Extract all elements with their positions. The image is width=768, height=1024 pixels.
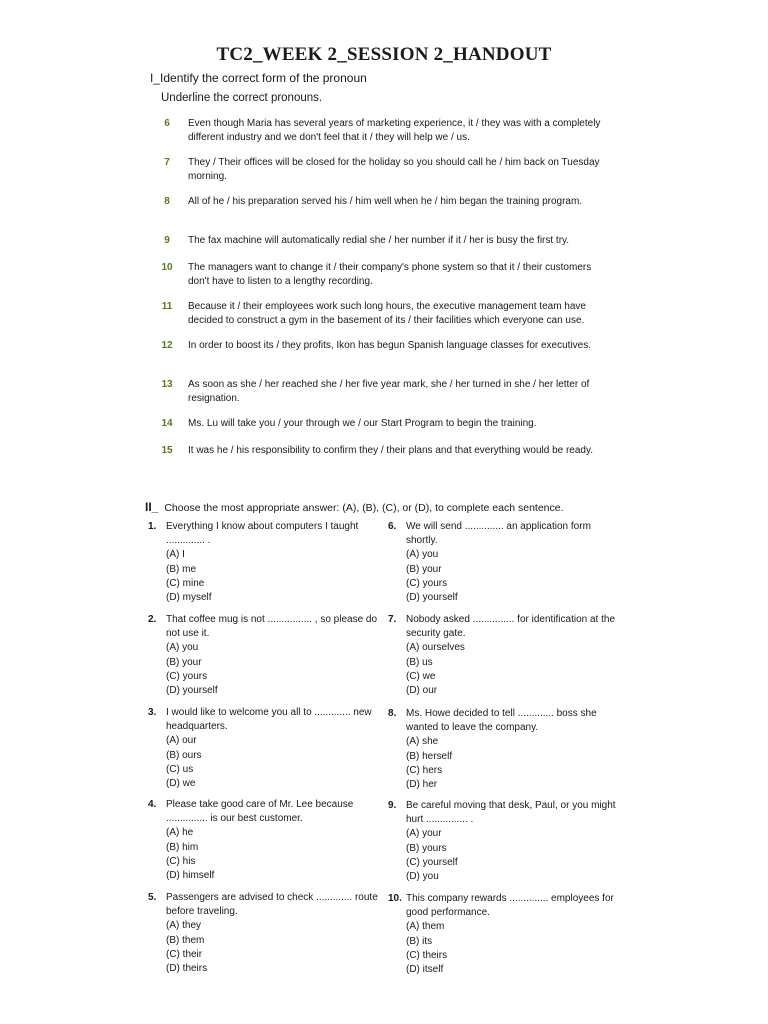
option: (B) herself <box>406 750 453 762</box>
question-number: 3. <box>148 707 157 718</box>
item-text: It was he / his responsibility to confirm they / their plans and that everything would be ready. <box>188 445 594 456</box>
question-number: 4. <box>148 799 157 810</box>
item-number: 10 <box>161 262 173 273</box>
item-text: Because it / their employees work such long hours, the executive management team have decided to construct a gym in the basement of its / their facilities which everyone can use. <box>188 301 586 326</box>
option: (A) you <box>166 642 199 654</box>
question <box>388 892 620 977</box>
question-text: Be careful moving that desk, Paul, or you might hurt ............... . <box>406 800 616 826</box>
option: (D) her <box>406 779 438 791</box>
option: (A) you <box>406 549 439 561</box>
question-number: 8. <box>388 708 397 719</box>
question-text: Please take good care of Mr. Lee because ............... is our best customer. <box>166 799 354 825</box>
option: (B) its <box>406 935 433 947</box>
section1-heading: I_Identify the correct form of the pronoun <box>150 71 367 85</box>
question-number: 7. <box>388 614 397 625</box>
question <box>388 799 620 884</box>
option: (D) myself <box>166 592 212 604</box>
page-title: TC2_WEEK 2_SESSION 2_HANDOUT <box>216 44 552 65</box>
item-number: 15 <box>161 445 173 456</box>
question <box>148 891 380 976</box>
question-number: 10. <box>388 893 402 904</box>
option: (B) yours <box>406 842 447 854</box>
question-number: 9. <box>388 800 397 811</box>
option: (D) yourself <box>406 592 458 604</box>
option: (B) your <box>166 656 202 668</box>
item-number: 14 <box>161 418 173 429</box>
option: (A) ourselves <box>406 642 465 654</box>
option: (D) itself <box>406 964 444 976</box>
option: (B) him <box>166 841 199 853</box>
question <box>148 520 380 605</box>
section2-roman: II_ <box>145 500 159 514</box>
option: (A) they <box>166 920 202 932</box>
option: (B) ours <box>166 749 202 761</box>
option: (C) yours <box>406 577 448 589</box>
item-number: 7 <box>164 157 170 168</box>
option: (D) you <box>406 871 439 883</box>
question-text: This company rewards .............. employees for good performance. <box>406 893 614 919</box>
item-number: 12 <box>161 340 173 351</box>
question-number: 1. <box>148 521 157 532</box>
question <box>148 613 380 698</box>
option: (A) she <box>406 736 439 748</box>
question-text: Everything I know about computers I taught .............. . <box>166 521 359 547</box>
question <box>388 613 620 698</box>
item-text: The fax machine will automatically redial she / her number if it / her is busy the first try. <box>188 235 570 246</box>
option: (A) he <box>166 827 194 839</box>
item-number: 11 <box>161 301 173 312</box>
section2-heading <box>145 500 564 514</box>
option: (B) us <box>406 656 433 668</box>
question-text: That coffee mug is not ................ , so please do not use it. <box>166 614 378 640</box>
question <box>148 706 380 791</box>
item-number: 6 <box>164 118 170 129</box>
item-text: The managers want to change it / their company's phone system so that it / their customers don't have to listen to a lengthy recording. <box>188 262 592 287</box>
item-text: Ms. Lu will take you / your through we / our Start Program to begin the training. <box>188 418 537 429</box>
option: (D) himself <box>166 870 215 882</box>
option: (C) us <box>166 763 194 775</box>
question <box>388 520 620 605</box>
item-text: All of he / his preparation served his / him well when he / him began the training program. <box>188 196 583 207</box>
question <box>148 798 380 883</box>
section2-instruction: Choose the most appropriate answer: (A), (B), (C), or (D), to complete each sentence. <box>164 502 564 514</box>
option: (A) them <box>406 921 445 933</box>
option: (D) theirs <box>166 963 208 975</box>
item-text: They / Their offices will be closed for the holiday so you should call he / him back on Tuesday morning. <box>188 157 600 182</box>
question <box>388 707 620 792</box>
section1-subheading: Underline the correct pronouns. <box>161 92 323 104</box>
option: (B) me <box>166 563 196 575</box>
item-number: 8 <box>164 196 170 207</box>
option: (A) our <box>166 735 197 747</box>
option: (C) their <box>166 948 203 960</box>
option: (C) his <box>166 855 196 867</box>
option: (A) I <box>166 549 185 561</box>
question-number: 2. <box>148 614 157 625</box>
option: (C) we <box>406 670 436 682</box>
option: (C) yours <box>166 670 208 682</box>
question-text: Ms. Howe decided to tell ............. boss she wanted to leave the company. <box>406 708 597 734</box>
item-number: 13 <box>161 379 173 390</box>
option: (D) our <box>406 685 438 697</box>
option: (D) yourself <box>166 685 218 697</box>
item-number: 9 <box>164 235 170 246</box>
option: (B) your <box>406 563 442 575</box>
question-text: Passengers are advised to check ............. route before traveling. <box>166 892 378 918</box>
question-text: We will send .............. an application form shortly. <box>406 521 591 547</box>
item-text: As soon as she / her reached she / her five year mark, she / her turned in she / her letter of resignation. <box>188 379 590 404</box>
question-number: 5. <box>148 892 157 903</box>
option: (C) mine <box>166 577 205 589</box>
item-text: In order to boost its / they profits, Ikon has begun Spanish language classes for executives. <box>188 340 592 351</box>
option: (A) your <box>406 828 442 840</box>
option: (B) them <box>166 934 205 946</box>
question-text: Nobody asked ............... for identification at the security gate. <box>406 614 615 640</box>
option: (C) hers <box>406 764 443 776</box>
option: (D) we <box>166 778 196 790</box>
item-text: Even though Maria has several years of marketing experience, it / they was with a completely different industry and we don't feel that it / they will help we / us. <box>188 118 601 143</box>
option: (C) yourself <box>406 856 458 868</box>
option: (C) theirs <box>406 949 448 961</box>
question-text: I would like to welcome you all to ............. new headquarters. <box>166 707 372 733</box>
question-number: 6. <box>388 521 397 532</box>
